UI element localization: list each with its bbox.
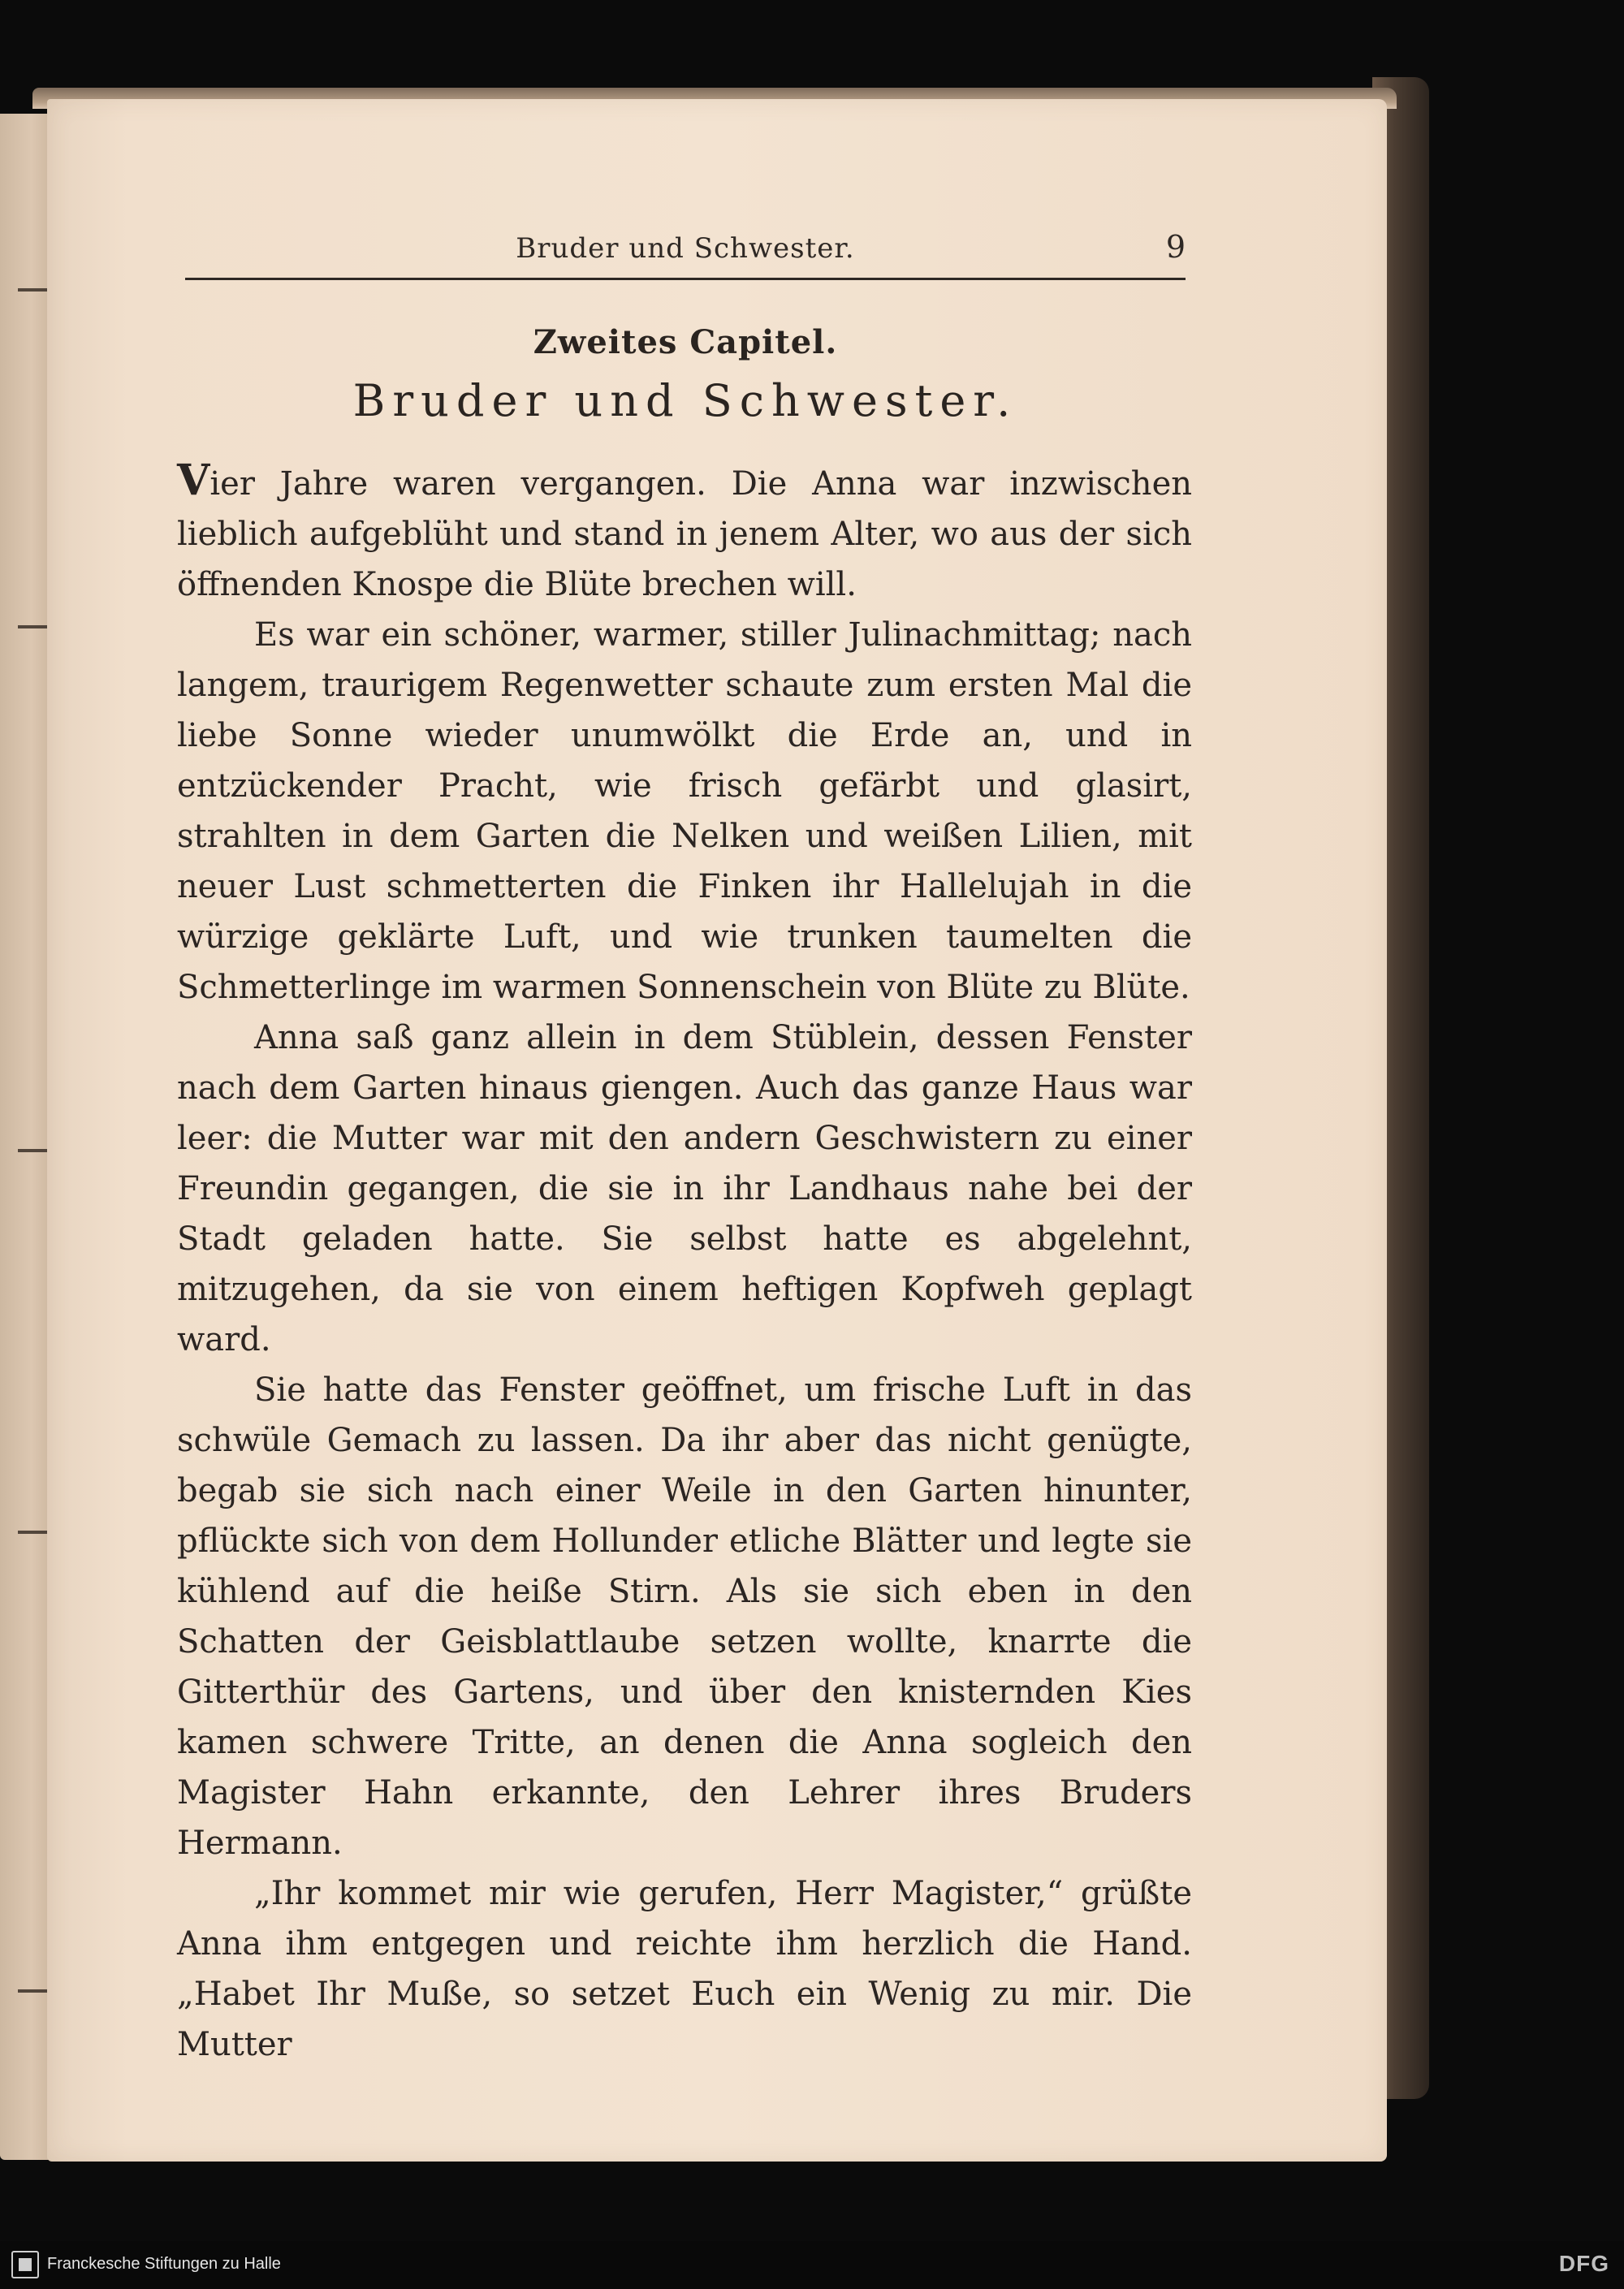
chapter-title: Bruder und Schwester. xyxy=(352,375,1018,426)
paragraph xyxy=(177,1365,1192,1868)
paragraph xyxy=(177,1868,1192,2070)
paragraph-text: Es war ein schöner, warmer, stiller Julinachmittag; nach langem, traurigem Regenwetter schaute zum ersten Mal die liebe Sonne wieder unumwölkt die Erde an, und in entzückender Pracht, wie frisch gefärbt und glasirt, strahlten in dem Garten die Nelken und weißen Lilien, mit neuer Lust schmetterten die Finken ihr Hallelujah in die würzige geklärte Luft, und wie trunken taumelten die Schmetterlinge im warmen Sonnenschein von Blüte zu Blüte. xyxy=(177,616,1192,1006)
chapter-label: Zweites Capitel. xyxy=(533,323,838,361)
paragraph xyxy=(177,1013,1192,1365)
body-text xyxy=(177,456,1192,2070)
paragraph-text: Sie hatte das Fenster geöffnet, um frische Luft in das schwüle Gemach zu lassen. Da ihr aber das nicht genügte, begab sie sich nach einer Weile in den Garten hinunter, pflückte sich von dem Hollunder etliche Blätter und legte sie kühlend auf die heiße Stirn. Als sie sich eben in den Schatten der Geisblattlaube setzen wollte, knarrte die Gitterthür des Gartens, und über den knisternden Kies kamen schwere Tritte, an denen die Anna sogleich den Magister Hahn erkannte, den Lehrer ihres Bruders Hermann. xyxy=(177,1371,1192,1862)
viewer-footer xyxy=(0,2241,1624,2289)
drop-cap: V xyxy=(177,456,210,505)
page-number: 9 xyxy=(1165,229,1186,265)
running-head xyxy=(185,229,1186,280)
paragraph-text: Anna saß ganz allein in dem Stüblein, dessen Fenster nach dem Garten hinaus giengen. Auch das ganze Haus war leer: die Mutter war mit den andern Geschwistern zu einer Freundin gegangen, die sie in ihr Landhaus nahe bei der Stadt geladen hatte. Sie selbst hatte es abgelehnt, mitzugehen, da sie von einem heftigen Kopfweh geplagt ward. xyxy=(177,1019,1192,1358)
paragraph xyxy=(177,610,1192,1013)
paragraph-text: ier Jahre waren vergangen. Die Anna war inzwischen lieblich aufgeblüht und stand in jenem Alter, wo aus der sich öffnenden Knospe die Blüte brechen will. xyxy=(177,465,1192,603)
institution-name: Franckesche Stiftungen zu Halle xyxy=(47,2255,281,2273)
institution-logo-icon xyxy=(11,2251,39,2278)
dfg-logo: DFG xyxy=(1558,2251,1609,2276)
paragraph-text: „Ihr kommet mir wie gerufen, Herr Magister,“ grüßte Anna ihm entgegen und reichte ihm herzlich die Hand. „Habet Ihr Muße, so setzet Euch ein Wenig zu mir. Die Mutter xyxy=(177,1875,1192,2063)
running-head-title: Bruder und Schwester. xyxy=(516,232,855,265)
paragraph xyxy=(177,456,1192,610)
